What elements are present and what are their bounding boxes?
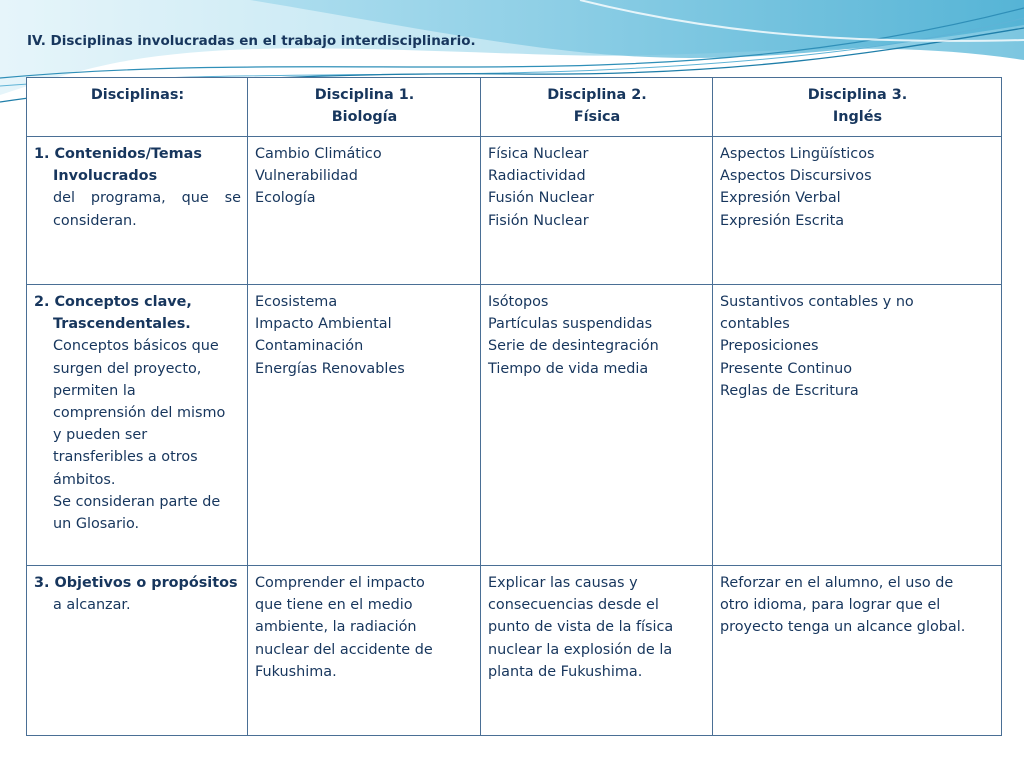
cell-line: Aspectos Discursivos [720, 168, 872, 185]
cell-line: Expresión Escrita [720, 212, 845, 229]
header-col2-line: Disciplina 2. [547, 87, 647, 103]
row-label-bold: 2. Conceptos clave, [34, 294, 192, 310]
row-label-text: comprensión del mismo [53, 405, 226, 422]
table-row-contenidos [27, 137, 1002, 285]
disciplines-table [26, 77, 1002, 736]
cell-line: Reglas de Escritura [720, 382, 859, 399]
cell-line: Presente Continuo [720, 360, 853, 377]
cell-line: otro idioma, para lograr que el [720, 597, 941, 614]
cell-line: Contaminación [255, 338, 364, 355]
cell-line: Reforzar en el alumno, el uso de [720, 575, 954, 591]
header-disciplina-1 [248, 78, 481, 137]
cell-line: Ecología [255, 190, 316, 207]
cell-line: Expresión Verbal [720, 190, 841, 207]
cell-line: Vulnerabilidad [255, 168, 358, 185]
cell-biologia [248, 285, 481, 566]
cell-line: Fisión Nuclear [488, 212, 589, 229]
header-col1-line: Disciplina 1. [314, 87, 415, 103]
row-label-text: y pueden ser [53, 427, 148, 444]
cell-line: ambiente, la radiación [255, 619, 417, 636]
cell-line: Fukushima. [255, 663, 337, 680]
cell-line: que tiene en el medio [255, 597, 413, 614]
header-disciplina-3 [713, 78, 1002, 137]
row-label-text: a alcanzar. [53, 597, 131, 614]
cell-line: Energías Renovables [255, 360, 405, 377]
row-label-bold: Involucrados [53, 168, 158, 185]
table-row-conceptos [27, 285, 1002, 566]
cell-line: Impacto Ambiental [255, 316, 392, 333]
header-col3-line: Inglés [832, 109, 883, 126]
cell-ingles [713, 285, 1002, 566]
cell-line: Tiempo de vida media [488, 360, 649, 377]
row-label-text: transferibles a otros [53, 449, 198, 466]
table-row-objetivos [27, 566, 1002, 736]
cell-ingles [713, 566, 1002, 736]
cell-biologia [248, 137, 481, 285]
cell-line: Partículas suspendidas [488, 316, 653, 333]
cell-line: consecuencias desde el [488, 597, 659, 614]
cell-line: proyecto tenga un alcance global. [720, 619, 966, 636]
cell-fisica [481, 137, 713, 285]
cell-line: punto de vista de la física [488, 619, 674, 636]
slide-title: IV. Disciplinas involucradas en el trabajo interdisciplinario. [27, 33, 476, 49]
cell-fisica [481, 566, 713, 736]
cell-ingles [713, 137, 1002, 285]
cell-line: nuclear del accidente de [255, 641, 433, 658]
cell-biologia [248, 566, 481, 736]
header-col0-label: Disciplinas: [90, 87, 185, 103]
row-label-cell [27, 137, 248, 285]
cell-line: contables [720, 316, 790, 333]
row-label-text: permiten la [53, 382, 136, 399]
row-label-bold: Trascendentales. [53, 316, 191, 333]
cell-line: Explicar las causas y [488, 575, 638, 591]
row-label-text: Se consideran parte de [53, 493, 221, 510]
cell-line: Física Nuclear [488, 146, 589, 162]
cell-line: Comprender el impacto [255, 575, 425, 591]
cell-line: Ecosistema [255, 294, 338, 310]
row-label-text: ámbitos. [53, 471, 116, 488]
cell-line: Aspectos Lingüísticos [720, 146, 875, 162]
row-label-text: un Glosario. [53, 516, 140, 533]
row-label-bold: 3. Objetivos o propósitos [34, 575, 238, 591]
header-col1-line: Biología [331, 109, 398, 126]
row-label-bold: 1. Contenidos/Temas [34, 146, 202, 162]
row-label-cell [27, 566, 248, 736]
cell-line: Isótopos [488, 294, 549, 310]
cell-line: Cambio Climático [255, 146, 382, 162]
row-label-text: surgen del proyecto, [53, 360, 202, 377]
header-col3-line: Disciplina 3. [807, 87, 908, 103]
row-label-cell [27, 285, 248, 566]
cell-line: Serie de desintegración [488, 338, 659, 355]
cell-line: planta de Fukushima. [488, 663, 643, 680]
header-col2-line: Física [573, 109, 621, 126]
cell-line: Preposiciones [720, 338, 819, 355]
row-label-text: Conceptos básicos que [53, 338, 219, 355]
cell-line: Fusión Nuclear [488, 190, 594, 207]
cell-line: nuclear la explosión de la [488, 641, 673, 658]
cell-line: Radiactividad [488, 168, 586, 185]
header-disciplina-2 [481, 78, 713, 137]
header-disciplinas [27, 78, 248, 137]
header-row [27, 78, 1002, 137]
cell-line: Sustantivos contables y no [720, 294, 914, 310]
row-label-text: del programa, que se consideran. [53, 190, 241, 229]
cell-fisica [481, 285, 713, 566]
